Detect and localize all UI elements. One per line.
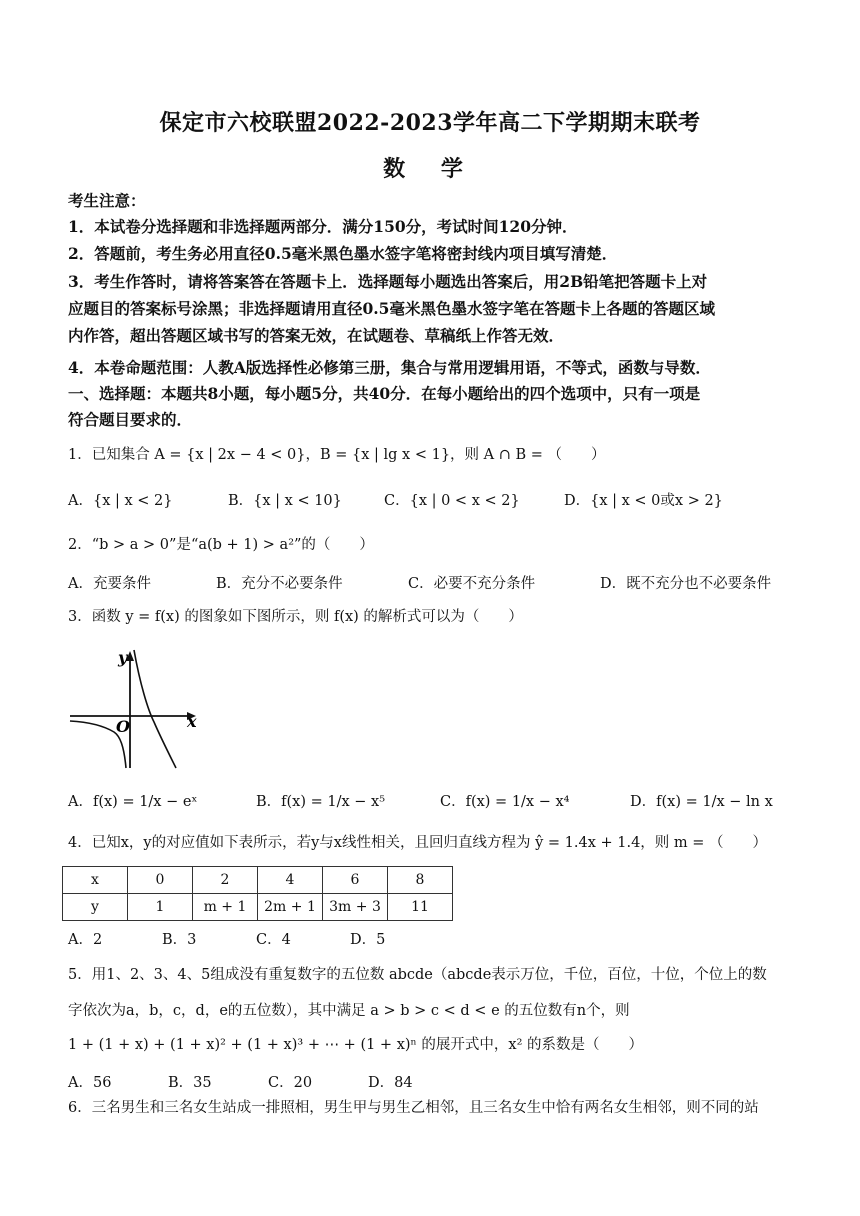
question-3-option-a: A．f(x) = 1/x − eˣ xyxy=(68,794,198,810)
question-3-options xyxy=(68,790,798,814)
table-cell: 6 xyxy=(323,867,388,894)
notice-item-1: 1．本试卷分选择题和非选择题两部分．满分150分，考试时间120分钟． xyxy=(68,217,578,236)
notice-item-3-line-2: 应题目的答案标号涂黑；非选择题请用直径0.5毫米黑色墨水签字笔在答题卡上各题的答题区域 xyxy=(68,299,715,318)
table-cell: 11 xyxy=(388,894,453,921)
question-5-option-a: A．56 xyxy=(68,1075,112,1091)
table-row-y xyxy=(63,894,453,921)
question-2-option-a: A．充要条件 xyxy=(68,576,151,592)
x-axis-label: x xyxy=(187,712,197,731)
notice-item-2: 2．答题前，考生务必用直径0.5毫米黑色墨水签字笔将密封线内项目填写清楚． xyxy=(68,244,618,263)
question-1-option-a: A．{x | x < 2} xyxy=(68,493,173,509)
question-1-options xyxy=(68,489,798,513)
question-2-option-b: B．充分不必要条件 xyxy=(216,576,343,592)
question-5-option-b: B．35 xyxy=(168,1075,212,1091)
question-5-line-2: 字依次为a，b，c，d，e的五位数），其中满足 a > b > c < d < e 的五位数有n个，则 xyxy=(68,1003,630,1019)
question-4-stem: 4．已知x，y的对应值如下表所示，若y与x线性相关，且回归直线方程为 ŷ = 1.4x + 1.4，则 m = （ ） xyxy=(68,835,768,851)
question-1-option-d: D．{x | x < 0或x > 2} xyxy=(564,493,723,509)
question-2-stem: 2．“b > a > 0”是“a(b + 1) > a²”的（ ） xyxy=(68,537,374,553)
table-cell: x xyxy=(63,867,128,894)
curve-right-branch xyxy=(134,650,176,768)
question-2-options xyxy=(68,572,798,596)
question-5-line-1: 5．用1、2、3、4、5组成没有重复数字的五位数 abcde（abcde表示万位，千位，百位，十位，个位上的数 xyxy=(68,967,767,983)
question-3-stem: 3．函数 y = f(x) 的图象如下图所示，则 f(x) 的解析式可以为（ ） xyxy=(68,609,523,625)
question-6-line-1: 6．三名男生和三名女生站成一排照相，男生甲与男生乙相邻，且三名女生中恰有两名女生相邻，则不同的站 xyxy=(68,1100,759,1116)
question-3-option-d: D．f(x) = 1/x − ln x xyxy=(630,794,773,810)
table-cell: 2m + 1 xyxy=(258,894,323,921)
function-graph xyxy=(68,644,208,774)
question-4-option-a: A．2 xyxy=(68,932,103,948)
question-4-options xyxy=(68,928,798,952)
xy-table xyxy=(62,866,453,921)
question-4-option-b: B．3 xyxy=(162,932,197,948)
table-cell: 4 xyxy=(258,867,323,894)
table-cell: 2 xyxy=(193,867,258,894)
question-3-option-b: B．f(x) = 1/x − x⁵ xyxy=(256,794,386,810)
table-cell: m + 1 xyxy=(193,894,258,921)
question-1-option-c: C．{x | 0 < x < 2} xyxy=(384,493,520,509)
table-cell: y xyxy=(63,894,128,921)
question-4-option-c: C．4 xyxy=(256,932,291,948)
table-cell: 1 xyxy=(128,894,193,921)
question-1-option-b: B．{x | x < 10} xyxy=(228,493,342,509)
notice-item-3-line-1: 3．考生作答时，请将答案答在答题卡上．选择题每小题选出答案后，用2B铅笔把答题卡上对 xyxy=(68,272,708,291)
section-heading-line-2: 符合题目要求的． xyxy=(68,410,193,429)
notice-item-3-line-3: 内作答，超出答题区域书写的答案无效，在试题卷、草稿纸上作答无效． xyxy=(68,326,565,345)
exam-title: 保定市六校联盟2022-2023学年高二下学期期末联考 xyxy=(159,110,701,136)
y-axis-label: y xyxy=(118,648,128,667)
notice-heading: 考生注意： xyxy=(68,191,146,210)
question-1-stem: 1．已知集合 A = {x | 2x − 4 < 0}，B = {x | lg x < 1}，则 A ∩ B = （ ） xyxy=(68,447,606,463)
table-cell: 8 xyxy=(388,867,453,894)
exam-subject: 数 学 xyxy=(383,156,477,182)
section-heading-line-1: 一、选择题：本题共8小题，每小题5分，共40分．在每小题给出的四个选项中，只有一项是 xyxy=(68,384,701,403)
origin-label: O xyxy=(116,717,130,736)
notice-item-4: 4．本卷命题范围：人教A版选择性必修第三册，集合与常用逻辑用语，不等式，函数与导数． xyxy=(68,358,711,377)
table-cell: 3m + 3 xyxy=(323,894,388,921)
question-5-line-3: 1 + (1 + x) + (1 + x)² + (1 + x)³ + ⋯ + (1 + x)ⁿ 的展开式中，x² 的系数是（ ） xyxy=(68,1037,644,1053)
question-3-option-c: C．f(x) = 1/x − x⁴ xyxy=(440,794,570,810)
table-cell: 0 xyxy=(128,867,193,894)
question-5-options xyxy=(68,1071,798,1095)
question-2-option-c: C．必要不充分条件 xyxy=(408,576,536,592)
table-row-x xyxy=(63,867,453,894)
question-2-option-d: D．既不充分也不必要条件 xyxy=(600,576,772,592)
question-5-option-d: D．84 xyxy=(368,1075,413,1091)
question-5-option-c: C．20 xyxy=(268,1075,313,1091)
question-4-option-d: D．5 xyxy=(350,932,386,948)
